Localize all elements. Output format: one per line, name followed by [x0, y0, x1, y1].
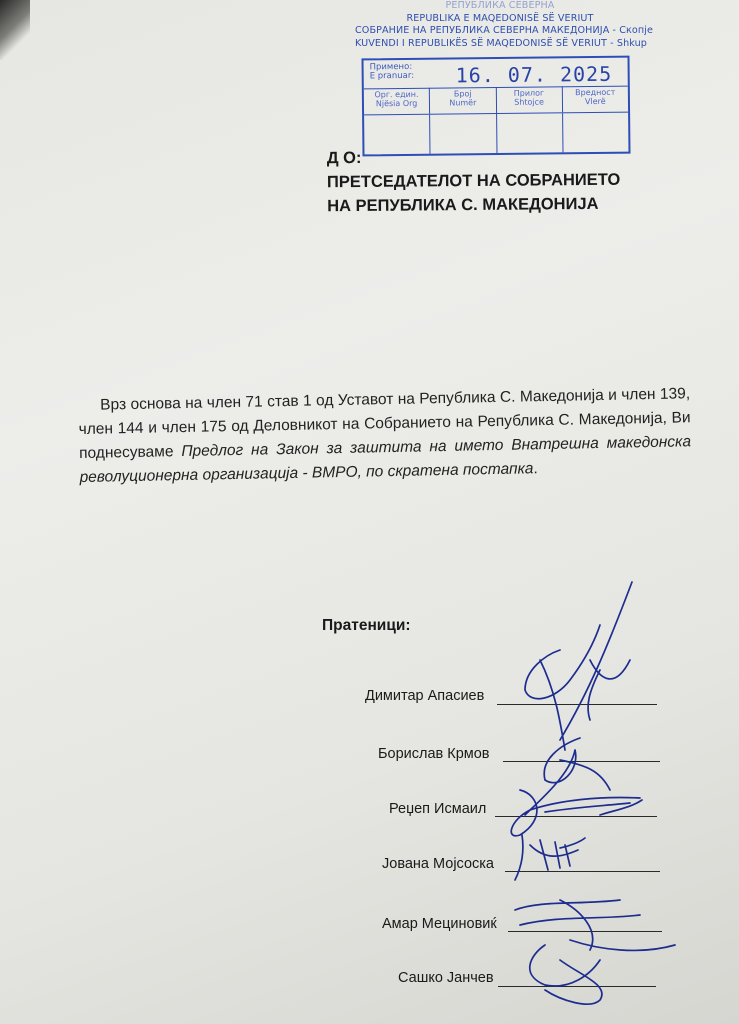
stamp-date-row [364, 58, 628, 90]
signature-line [503, 761, 660, 762]
stamp-header [355, 0, 654, 50]
stamp-header-line: REPUBLIKA E MAQEDONISË SË VERIUT [406, 12, 594, 24]
body-proposal-title: Предлог на Закон за заштита на името Внатрешна македонска револуционерна организација - ВМРО, по скратена постапка [79, 433, 692, 486]
stamp-column-label: Орг. един. Njësia Org [364, 88, 431, 115]
signature-line [498, 986, 656, 987]
stamp-column-label: Прилог Shtojce [496, 86, 563, 113]
stamp-column-label: Вредност Vlerë [575, 87, 616, 107]
signature-line [508, 931, 662, 932]
stamp-header-line: KUVENDI I REPUBLIKËS SË MAQEDONISË SË VERIUT - Shkup [355, 37, 647, 49]
stamp-column-label: Број Numër [430, 87, 497, 114]
signature-mecinovik [515, 900, 640, 950]
signer-name: Димитар Апасиев [365, 688, 485, 704]
signer-name: Амар Мециновиќ [382, 916, 497, 932]
signer-name: Јована Мојсоска [382, 856, 494, 872]
signature-mojsoska [515, 835, 585, 880]
stamp-header-partial: РЕПУБЛИКА СЕВЕРНА [445, 0, 555, 11]
signature-ismail [511, 790, 642, 836]
signer-name: Борислав Крмов [378, 746, 490, 762]
mps-heading: Пратеници: [322, 617, 411, 634]
stamp-header-line: СОБРАНИЕ НА РЕПУБЛИКА СЕВЕРНА МАКЕДОНИЈА - Скопје [355, 25, 654, 36]
page-corner-shadow [0, 0, 30, 60]
stamp-received-label: Примено: E pranuar: [369, 61, 415, 82]
addressee-to-label: Д О: [326, 148, 362, 168]
received-stamp [361, 56, 630, 157]
addressee-line-1: ПРЕТСЕДАТЕЛОТ НА СОБРАНИЕТО [326, 170, 621, 192]
letter-body [78, 382, 692, 490]
addressee-line-2: НА РЕПУБЛИКА С. МАКЕДОНИЈА [327, 194, 599, 216]
body-end-punctuation: . [533, 460, 538, 478]
signature-krmov [525, 738, 610, 815]
addressee-block [327, 144, 621, 219]
body-plain-text: Врз основа на член 71 став 1 од Уставот на Република С. Македонија и член 139, член 144 и член 175 од Деловникот на Собранието на Република С. Македонија, Ви поднесуваме [78, 385, 691, 462]
signature-line [495, 816, 657, 817]
signer-name: Реџеп Исмаил [389, 801, 487, 817]
signature-line [497, 704, 657, 705]
signature-janchev [530, 940, 675, 1004]
signature-apasiev [525, 582, 632, 750]
stamp-date: 16. 07. 2025 [455, 61, 613, 88]
stamp-columns-row [364, 86, 628, 116]
signature-line [505, 871, 660, 872]
signer-name: Сашко Јанчев [398, 970, 494, 986]
